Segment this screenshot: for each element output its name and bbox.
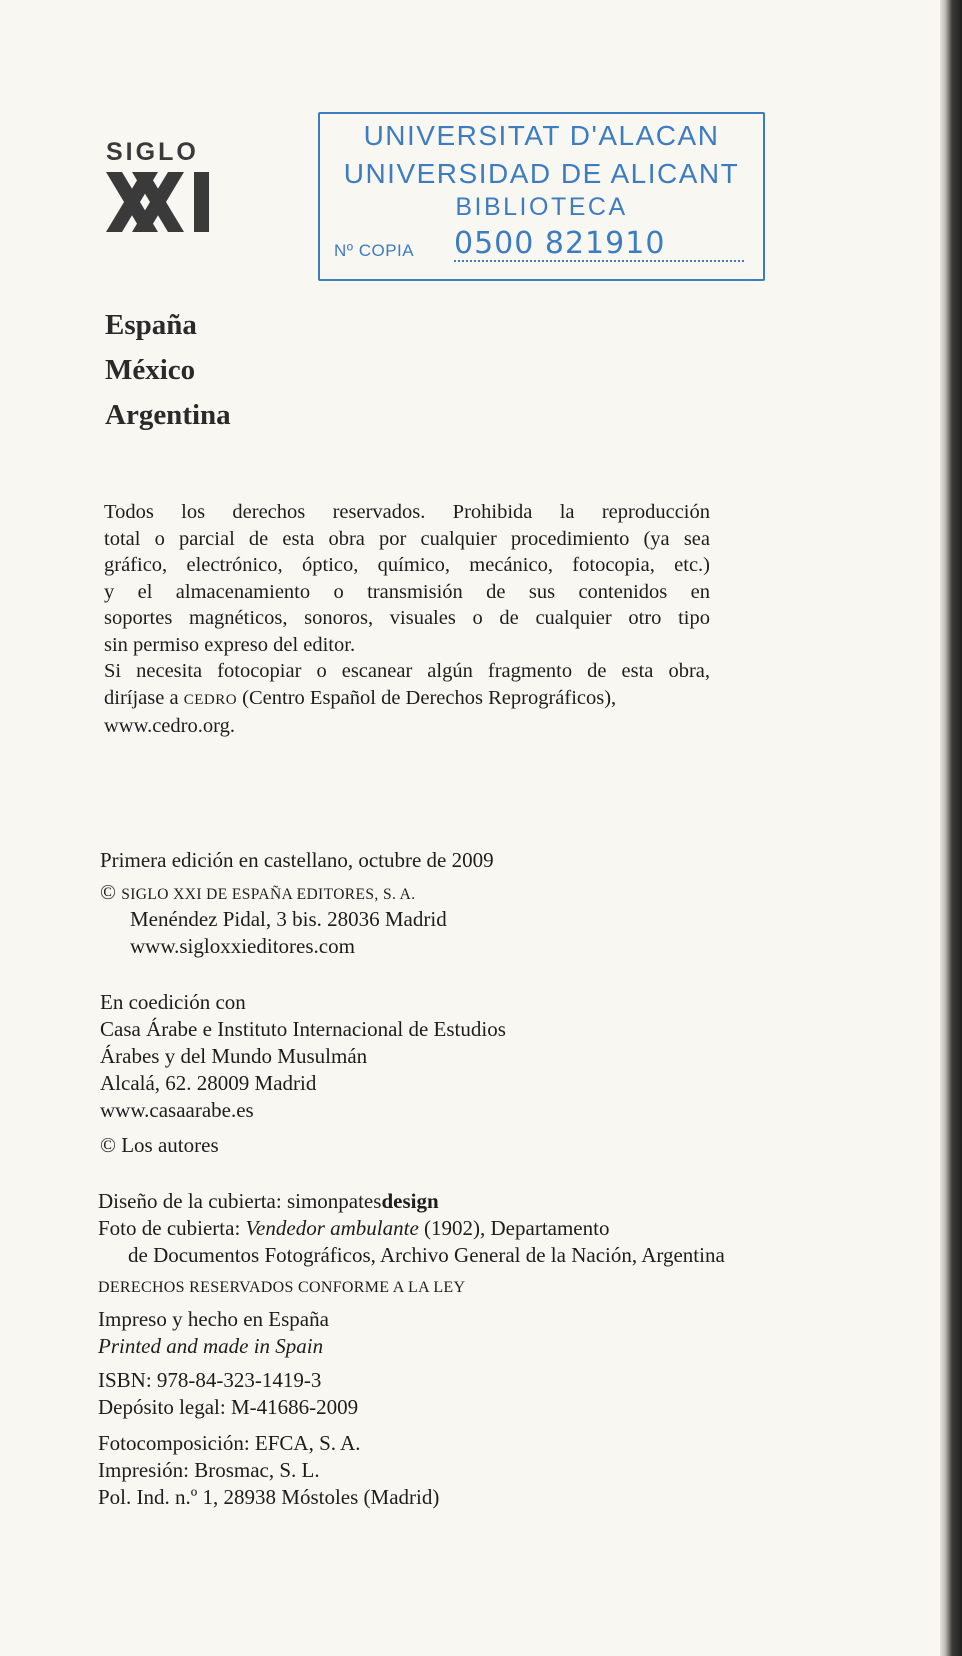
country-mexico: México (105, 354, 196, 386)
rights-line: gráfico, electrónico, óptico, químico, mecánico, fotocopia, etc.) (104, 554, 710, 576)
stamp-line-1: UNIVERSITAT D'ALACAN (363, 120, 720, 151)
rights-line: Todos los derechos reservados. Prohibida la reproducción (104, 501, 710, 523)
coedition-org-line-1: Casa Árabe e Instituto Internacional de Estudios (100, 1017, 506, 1041)
publisher-address: Menéndez Pidal, 3 bis. 28036 Madrid (130, 907, 447, 931)
coedition-address: Alcalá, 62. 28009 Madrid (100, 1071, 317, 1095)
cover-design-bold: design (381, 1189, 439, 1213)
stamp-copy-number: 0500 821910 (454, 228, 744, 262)
rights-reserved-law: DERECHOS RESERVADOS CONFORME A LA LEY (98, 1279, 466, 1296)
rights-cedro-post: (Centro Español de Derechos Reprográficos), (242, 686, 617, 709)
cover-design (98, 1188, 439, 1215)
rights-line: sin permiso expreso del editor. (104, 633, 356, 656)
publisher-countries (105, 303, 231, 438)
publisher-name: SIGLO XXI DE ESPAÑA EDITORES, S. A. (121, 886, 416, 903)
stamp-copy-label: Nº COPIA (334, 241, 415, 260)
cover-photo-title: Vendedor ambulante (245, 1216, 419, 1240)
typesetting: Fotocomposición: EFCA, S. A. (98, 1431, 361, 1455)
copyright-symbol: © (100, 1133, 116, 1157)
coedition-heading: En coedición con (100, 990, 246, 1014)
printing-address: Pol. Ind. n.º 1, 28938 Móstoles (Madrid) (98, 1485, 440, 1509)
copyright-symbol: © (100, 880, 116, 904)
coedition-org-line-2: Árabes y del Mundo Musulmán (100, 1044, 368, 1068)
coedition-url: www.casaarabe.es (100, 1098, 254, 1122)
cover-photo-rest: (1902), Departamento (424, 1216, 610, 1240)
rights-line: total o parcial de esta obra por cualquier procedimiento (ya sea (104, 527, 710, 550)
country-argentina: Argentina (105, 399, 231, 431)
rights-line: y el almacenamiento o transmisión de sus contenidos en (104, 580, 710, 603)
printed-english (98, 1333, 323, 1360)
library-stamp (318, 112, 765, 281)
publisher-logo-xxi (106, 172, 209, 232)
printed-english-text: Printed and made in Spain (98, 1334, 324, 1358)
rights-line: soportes magnéticos, sonoros, visuales o de cualquier otro tipo (104, 607, 710, 629)
rights-line-cedro (104, 685, 710, 714)
cover-design-name: simonpates (286, 1189, 382, 1213)
printing: Impresión: Brosmac, S. L. (98, 1458, 320, 1482)
page-edge-shadow (940, 0, 962, 1656)
rights-cedro-url: www.cedro.org. (104, 715, 235, 737)
country-spain: España (105, 309, 197, 341)
stamp-line-2: UNIVERSIDAD DE ALICANT (343, 158, 740, 189)
rights-cedro-pre: diríjase a (104, 686, 179, 709)
copyright-publisher (100, 879, 416, 908)
printed-spanish: Impreso y hecho en España (98, 1307, 329, 1331)
authors-copyright-text: Los autores (121, 1133, 219, 1157)
authors-copyright (100, 1132, 219, 1159)
stamp-line-3: BIBLIOTECA (455, 193, 628, 221)
cover-photo-line-2: de Documentos Fotográficos, Archivo General de la Nación, Argentina (128, 1243, 725, 1267)
rights-line: Si necesita fotocopiar o escanear algún fragmento de esta obra, (104, 660, 710, 682)
rights-cedro-org: CEDRO (183, 691, 238, 708)
publisher-logo-word: SIGLO (106, 138, 199, 166)
cover-photo-label: Foto de cubierta: (98, 1216, 241, 1240)
rights-notice (104, 499, 710, 740)
cover-photo (98, 1215, 609, 1242)
isbn: ISBN: 978-84-323-1419-3 (98, 1368, 322, 1392)
first-edition: Primera edición en castellano, octubre de 2009 (100, 848, 494, 872)
publisher-url: www.sigloxxieditores.com (130, 934, 355, 958)
cover-design-label: Diseño de la cubierta: (98, 1189, 282, 1213)
legal-deposit: Depósito legal: M-41686-2009 (98, 1395, 359, 1419)
